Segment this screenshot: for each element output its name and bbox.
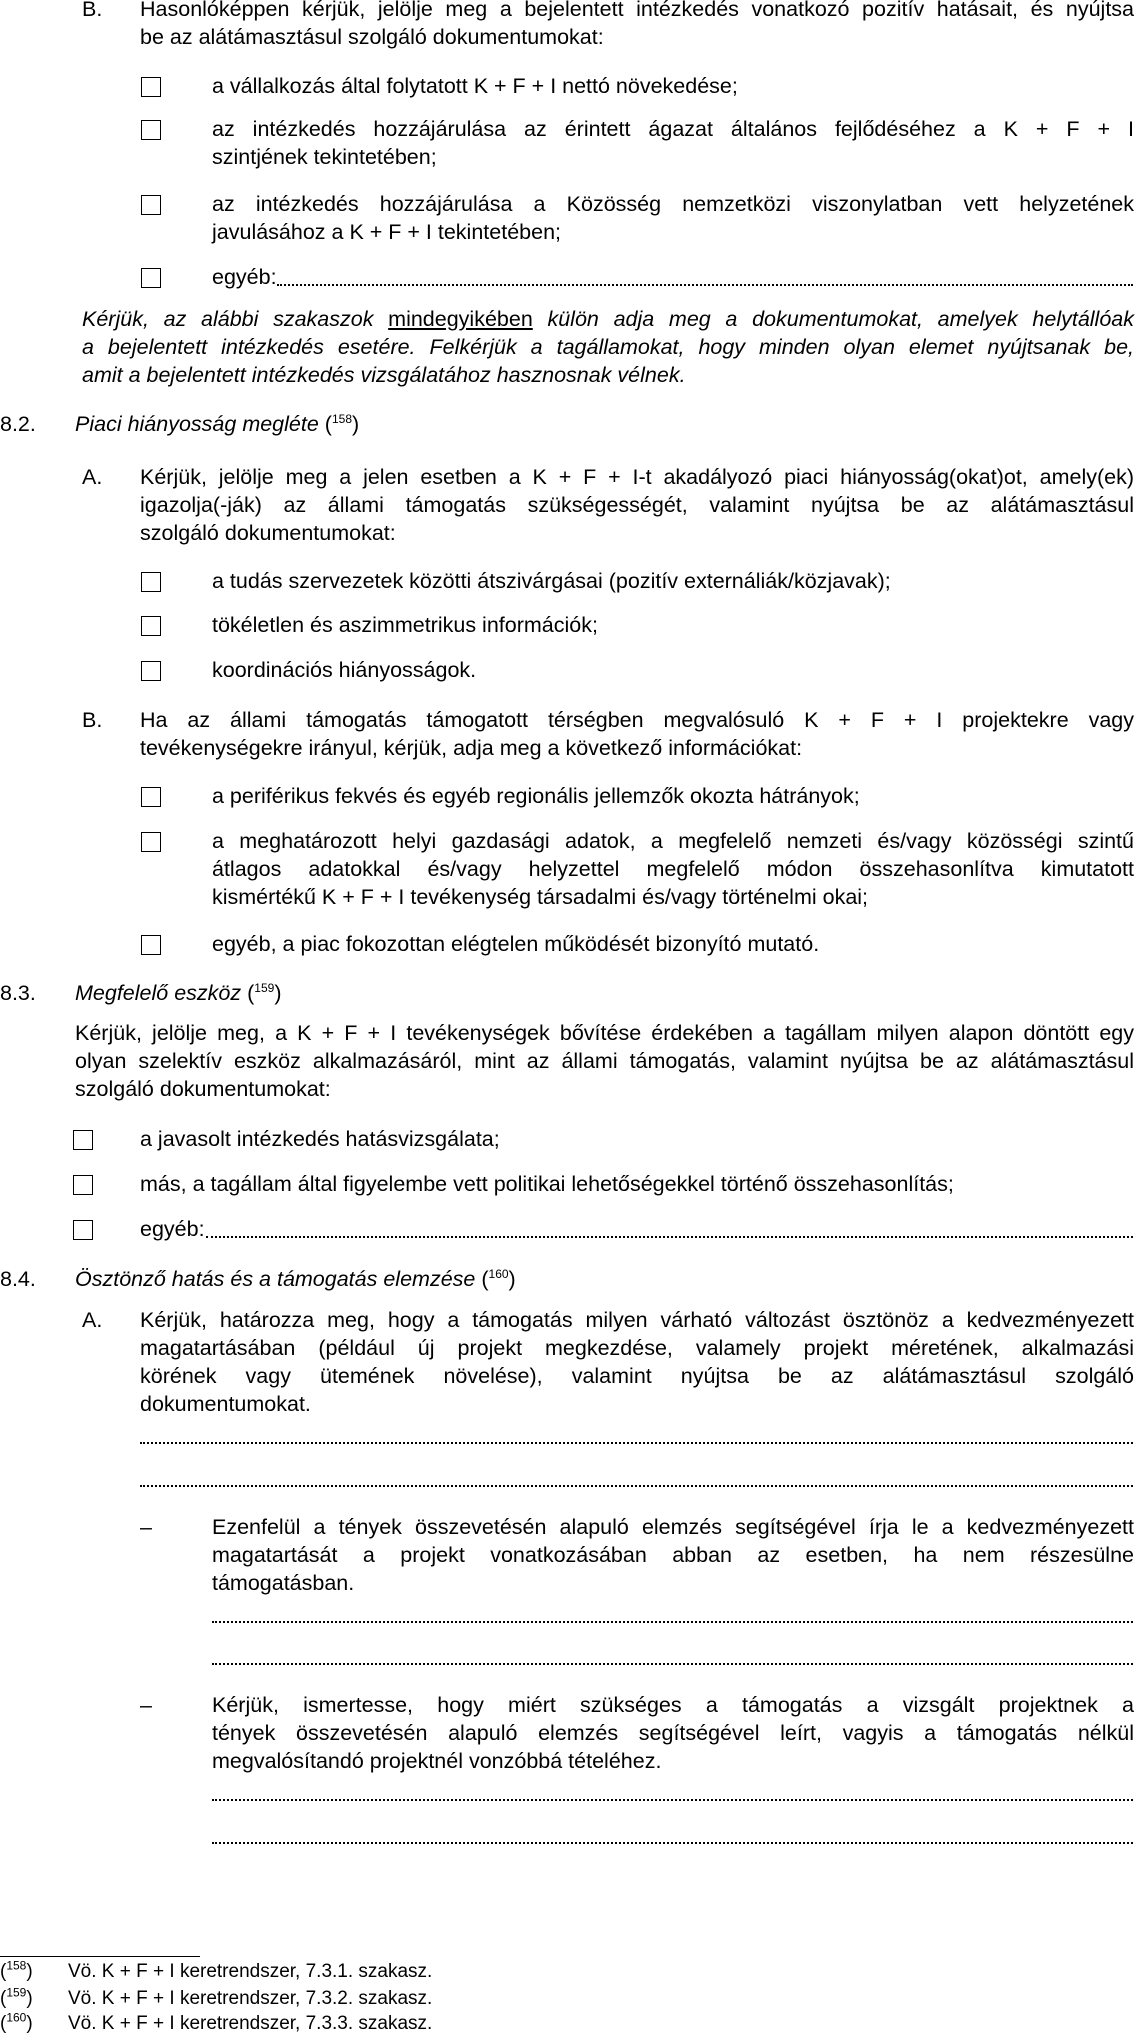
fill-in-dots[interactable] <box>212 1663 1133 1665</box>
footnote-text: Vö. K + F + I keretrendszer, 7.3.1. szakasz. <box>68 1961 433 1982</box>
paragraph-line: megvalósítandó projektnél vonzóbbá tételéhez. <box>212 1749 662 1773</box>
paragraph-line: Kérjük, jelölje meg, a K + F + I tevékenységek bővítése érdekében a tagállam milyen alapon döntött egy <box>75 1021 1134 1045</box>
checkbox[interactable] <box>141 268 161 288</box>
note-text: Kérjük, az alábbi szakaszok <box>82 307 389 331</box>
footnote: ($^{158}$) <box>0 1958 33 1982</box>
checkbox[interactable] <box>141 572 161 592</box>
note-line: a bejelentett intézkedés esetére. Felkérjük a tagállamokat, hogy minden olyan elemet nyújtsanak be, <box>82 335 1134 359</box>
checkbox-label: az intézkedés hozzájárulása az érintett ágazat általános fejlődéséhez a K + F + I <box>212 117 1134 141</box>
section-title-text: Megfelelő eszköz <box>75 981 242 1005</box>
checkbox-label: egyéb, a piac fokozottan elégtelen működését bizonyító mutató. <box>212 932 820 956</box>
checkbox-label: a tudás szervezetek közötti átszivárgásai (pozitív externáliák/közjavak); <box>212 569 891 593</box>
fill-in-dots[interactable] <box>206 1236 1133 1238</box>
checkbox-label: más, a tagállam által figyelembe vett politikai lehetőségekkel történő összehasonlítás; <box>140 1172 954 1196</box>
checkbox[interactable] <box>141 616 161 636</box>
paragraph-line: támogatásban. <box>212 1571 355 1595</box>
fill-in-dots[interactable] <box>212 1842 1133 1844</box>
footnote-text: Vö. K + F + I keretrendszer, 7.3.3. szakasz. <box>68 2013 433 2034</box>
section-title: Megfelelő eszköz ($^{159}$) <box>75 980 282 1005</box>
checkbox[interactable] <box>73 1130 93 1150</box>
footnote-ref[interactable]: 158 <box>331 411 352 426</box>
checkbox[interactable] <box>141 787 161 807</box>
checkbox[interactable] <box>141 77 161 97</box>
paragraph-line: Kérjük, jelölje meg a jelen esetben a K + F + I-t akadályozó piaci hiányosság(okat)ot, amely(ek) <box>140 465 1134 489</box>
checkbox[interactable] <box>73 1175 93 1195</box>
paragraph-line: Ezenfelül a tények összevetésén alapuló elemzés segítségével írja le a kedvezményezett <box>212 1515 1134 1539</box>
paragraph-line: szolgáló dokumentumokat: <box>75 1077 331 1101</box>
paragraph-line: magatartásában (például új projekt megkezdése, valamely projekt méretének, alkalmazási <box>140 1336 1134 1360</box>
dash-bullet: – <box>140 1693 152 1717</box>
footnote: ($^{160}$) <box>0 2010 33 2034</box>
checkbox-label: a javasolt intézkedés hatásvizsgálata; <box>140 1127 500 1151</box>
note-text: külön adja meg a dokumentumokat, amelyek helytállóak <box>532 307 1134 331</box>
section-letter-b: B. <box>82 0 103 21</box>
other-label: egyéb: <box>212 265 277 289</box>
footnote-number: 159 <box>6 1985 27 2000</box>
subsection-letter-a: A. <box>82 465 103 489</box>
checkbox-label: tökéletlen és aszimmetrikus információk; <box>212 613 598 637</box>
section-b-intro-line: Hasonlóképpen kérjük, jelölje meg a bejelentett intézkedés vonatkozó pozitív hatásait, és nyújtsa <box>140 0 1134 21</box>
fill-in-dots[interactable] <box>140 1442 1133 1444</box>
note-line <box>82 306 1134 333</box>
section-title-text: Piaci hiányosság megléte <box>75 412 319 436</box>
checkbox-label: az intézkedés hozzájárulása a Közösség nemzetközi viszonylatban vett helyzetének <box>212 192 1134 216</box>
section-number: 8.2. <box>0 412 36 436</box>
footnote-separator <box>0 1956 200 1957</box>
checkbox-label: a periférikus fekvés és egyéb regionális jellemzők okozta hátrányok; <box>212 784 860 808</box>
paragraph-line: dokumentumokat. <box>140 1392 311 1416</box>
dash-bullet: – <box>140 1515 152 1539</box>
section-number: 8.4. <box>0 1267 36 1291</box>
subsection-letter-a: A. <box>82 1308 103 1332</box>
checkbox-label-cont: kismértékű K + F + I tevékenység társadalmi és/vagy történelmi okai; <box>212 885 869 909</box>
note-underlined: mindegyikében <box>388 307 533 331</box>
checkbox[interactable] <box>141 195 161 215</box>
checkbox[interactable] <box>141 935 161 955</box>
section-title: Piaci hiányosság megléte ($^{158}$) <box>75 411 360 436</box>
checkbox[interactable] <box>141 120 161 140</box>
footnote-text: Vö. K + F + I keretrendszer, 7.3.2. szakasz. <box>68 1988 433 2009</box>
checkbox-label: a vállalkozás által folytatott K + F + I nettó növekedése; <box>212 74 738 98</box>
paragraph-line: Kérjük, ismertesse, hogy miért szükséges a támogatás a vizsgált projektnek a <box>212 1693 1134 1717</box>
paragraph-line: tevékenységekre irányul, kérjük, adja meg a következő információkat: <box>140 736 803 760</box>
footnote-ref[interactable]: 160 <box>488 1266 509 1281</box>
fill-in-dots[interactable] <box>212 1621 1133 1623</box>
fill-in-dots[interactable] <box>140 1485 1133 1487</box>
footnote: ($^{159}$) <box>0 1985 33 2009</box>
note-line: amit a bejelentett intézkedés vizsgálatához hasznosnak vélnek. <box>82 363 686 387</box>
paragraph-line: körének vagy ütemének növelése), valamint nyújtsa be az alátámasztásul szolgáló <box>140 1364 1134 1388</box>
paragraph-line: Kérjük, határozza meg, hogy a támogatás milyen várható változást ösztönöz a kedvezményezett <box>140 1308 1134 1332</box>
other-label: egyéb: <box>140 1217 205 1241</box>
paragraph-line: Ha az állami támogatás támogatott térségben megvalósuló K + F + I projektekre vagy <box>140 708 1134 732</box>
section-title-text: Ösztönző hatás és a támogatás elemzése <box>75 1267 476 1291</box>
subsection-letter-b: B. <box>82 708 103 732</box>
checkbox-label-cont: javulásához a K + F + I tekintetében; <box>212 220 561 244</box>
section-title: Ösztönző hatás és a támogatás elemzése ($^{160}$) <box>75 1266 516 1291</box>
checkbox[interactable] <box>73 1220 93 1240</box>
checkbox-label: koordinációs hiányosságok. <box>212 658 477 682</box>
paragraph-line: olyan szelektív eszköz alkalmazásáról, mint az állami támogatás, valamint nyújtsa be az alátámasztásul <box>75 1049 1134 1073</box>
footnote-number: 160 <box>6 2010 27 2025</box>
checkbox-label-cont: átlagos adatokkal és/vagy helyzettel megfelelő módon összehasonlítva kimutatott <box>212 857 1134 881</box>
paragraph-line: igazolja(-ják) az állami támogatás szükségességét, valamint nyújtsa be az alátámasztásul <box>140 493 1134 517</box>
paragraph-line: tények összevetésén alapuló elemzés segítségével leírt, vagyis a támogatás nélkül <box>212 1721 1134 1745</box>
checkbox-label-cont: szintjének tekintetében; <box>212 145 437 169</box>
footnote-ref[interactable]: 159 <box>254 980 275 995</box>
paragraph-line: magatartását a projekt vonatkozásában abban az esetben, ha nem részesülne <box>212 1543 1134 1567</box>
footnote-number: 158 <box>6 1958 27 1973</box>
fill-in-dots[interactable] <box>277 284 1133 286</box>
fill-in-dots[interactable] <box>212 1799 1133 1801</box>
checkbox[interactable] <box>141 661 161 681</box>
section-number: 8.3. <box>0 981 36 1005</box>
section-b-intro-line: be az alátámasztásul szolgáló dokumentumokat: <box>140 25 604 49</box>
checkbox-label: a meghatározott helyi gazdasági adatok, a megfelelő nemzeti és/vagy közösségi szintű <box>212 829 1134 853</box>
paragraph-line: szolgáló dokumentumokat: <box>140 521 396 545</box>
checkbox[interactable] <box>141 832 161 852</box>
